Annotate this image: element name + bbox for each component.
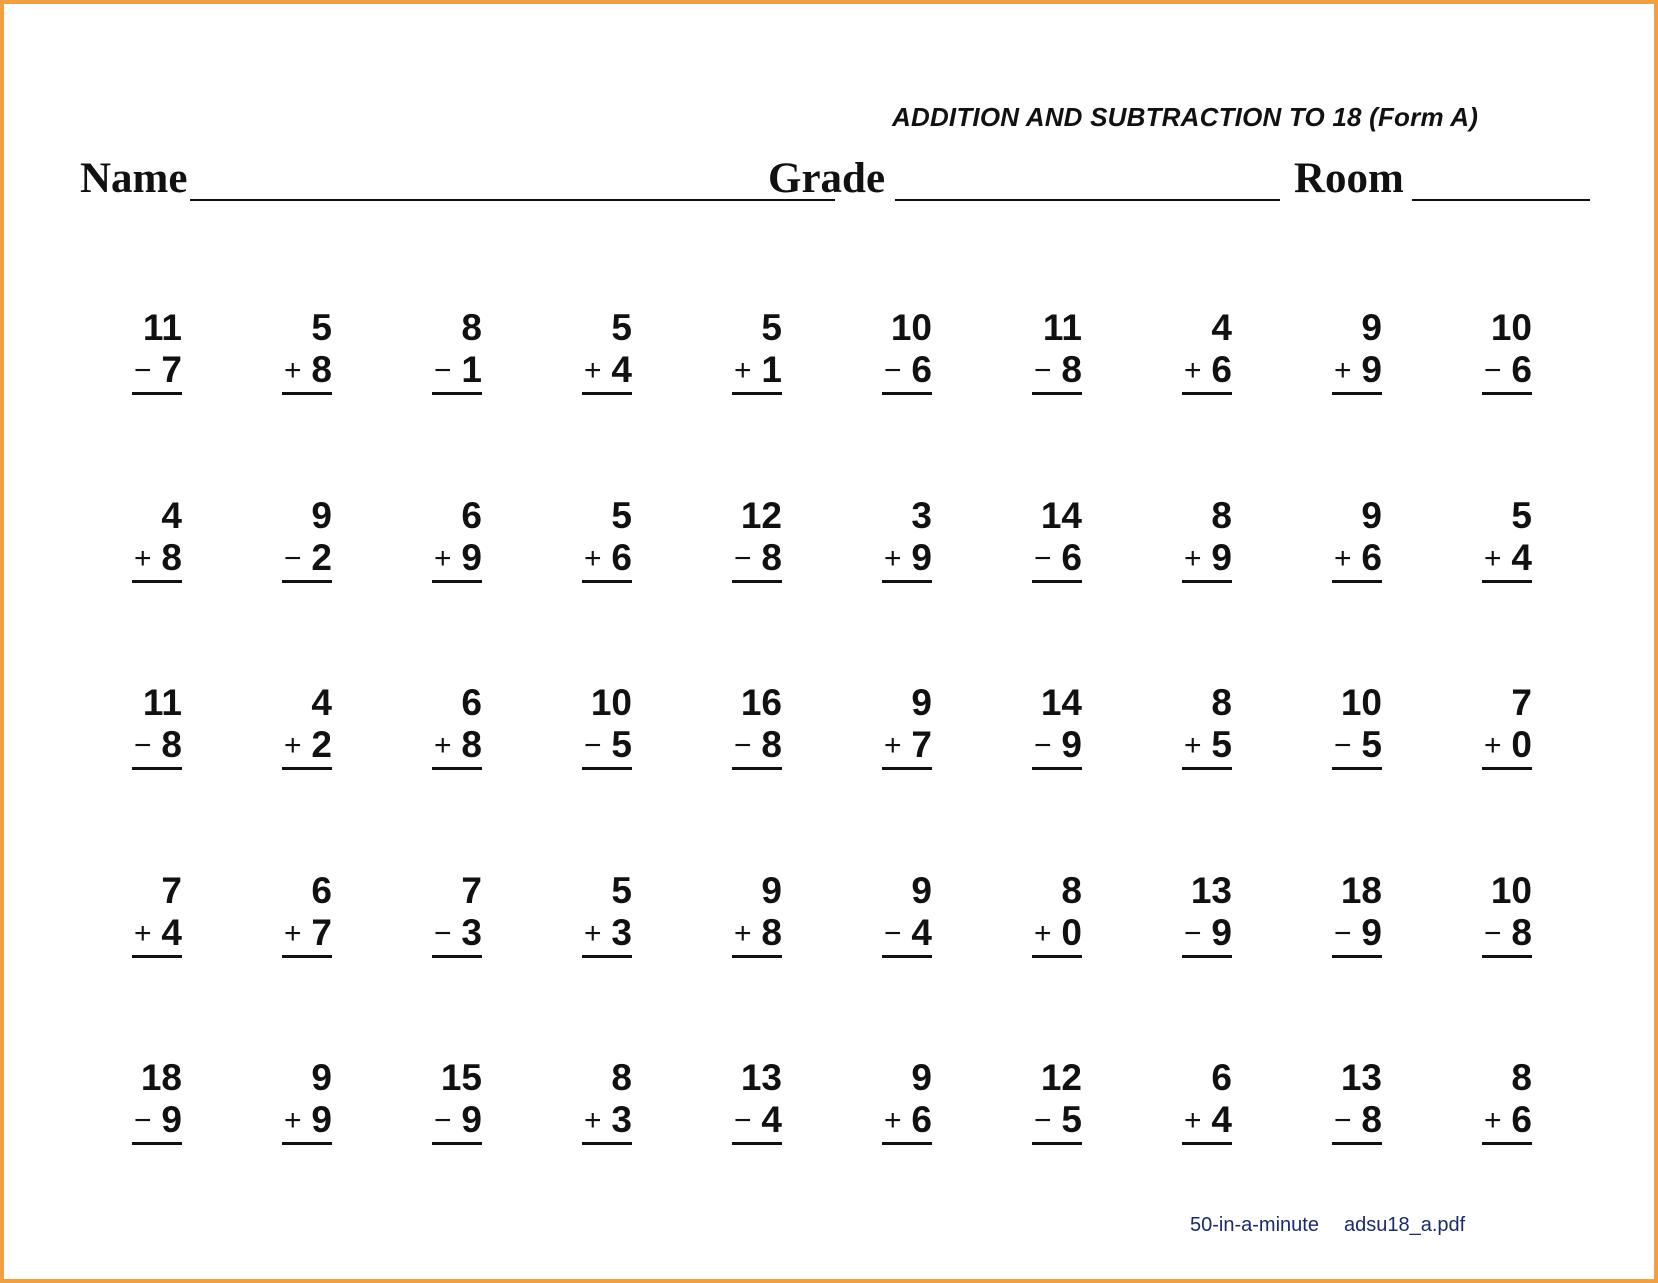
problem-item bbox=[1082, 681, 1232, 781]
problem-top-number: 8 bbox=[1211, 495, 1232, 536]
problem-operator: − bbox=[734, 729, 752, 762]
problem-bottom-number: 6 bbox=[1211, 349, 1232, 390]
problem-bottom-number: 6 bbox=[611, 537, 632, 578]
problem-bottom-number: 9 bbox=[1211, 537, 1232, 578]
problem-bottom-number: 4 bbox=[1211, 1099, 1232, 1140]
problem-item bbox=[332, 1056, 482, 1156]
problem-answer-line bbox=[1332, 911, 1382, 958]
problem-operator: − bbox=[1334, 917, 1352, 950]
grade-label: Grade bbox=[768, 155, 886, 202]
problem-operator: + bbox=[1184, 729, 1202, 762]
problem-answer-line bbox=[1482, 536, 1532, 583]
problem-item bbox=[1382, 494, 1532, 594]
problem-answer-line bbox=[1332, 723, 1382, 770]
problem-bottom-number: 6 bbox=[1511, 349, 1532, 390]
problem-operator: − bbox=[434, 917, 452, 950]
problem-answer-line bbox=[432, 911, 482, 958]
problem-item bbox=[482, 494, 632, 594]
problem-top-number: 9 bbox=[1361, 307, 1382, 348]
problem-answer-line bbox=[882, 348, 932, 395]
problem-answer-line bbox=[582, 348, 632, 395]
problem-top-number: 9 bbox=[311, 1057, 332, 1098]
problem-item bbox=[1382, 681, 1532, 781]
problem-operator: + bbox=[284, 917, 302, 950]
problem-operator: + bbox=[584, 354, 602, 387]
problem-bottom-number: 4 bbox=[161, 912, 182, 953]
problem-item bbox=[1082, 494, 1232, 594]
problem-operator: − bbox=[734, 542, 752, 575]
problem-bottom-number: 8 bbox=[311, 349, 332, 390]
problem-bottom-number: 9 bbox=[1361, 349, 1382, 390]
problem-bottom-number: 9 bbox=[911, 537, 932, 578]
problem-top-number: 18 bbox=[1340, 870, 1382, 911]
problem-top-number: 9 bbox=[911, 682, 932, 723]
problem-operator: + bbox=[884, 729, 902, 762]
problem-top-number: 16 bbox=[740, 682, 782, 723]
problem-item bbox=[632, 1056, 782, 1156]
problem-top-number: 8 bbox=[461, 307, 482, 348]
problem-item bbox=[782, 494, 932, 594]
problem-item bbox=[932, 494, 1082, 594]
problem-top-number: 6 bbox=[461, 682, 482, 723]
problem-answer-line bbox=[732, 1098, 782, 1145]
problem-bottom-number: 6 bbox=[1511, 1099, 1532, 1140]
problem-operator: − bbox=[434, 1104, 452, 1137]
problem-top-number: 14 bbox=[1040, 682, 1082, 723]
problem-top-number: 11 bbox=[1042, 307, 1082, 348]
problem-answer-line bbox=[1182, 911, 1232, 958]
problem-item bbox=[182, 681, 332, 781]
problem-answer-line bbox=[1032, 348, 1082, 395]
problem-bottom-number: 3 bbox=[611, 1099, 632, 1140]
problem-operator: − bbox=[134, 1104, 152, 1137]
problem-answer-line bbox=[582, 1098, 632, 1145]
problem-bottom-number: 8 bbox=[1361, 1099, 1382, 1140]
problem-operator: − bbox=[434, 354, 452, 387]
problem-top-number: 6 bbox=[1211, 1057, 1232, 1098]
problem-bottom-number: 8 bbox=[761, 912, 782, 953]
problem-top-number: 8 bbox=[1211, 682, 1232, 723]
problem-operator: + bbox=[1334, 542, 1352, 575]
problem-bottom-number: 5 bbox=[611, 724, 632, 765]
problem-top-number: 7 bbox=[461, 870, 482, 911]
problem-bottom-number: 8 bbox=[161, 537, 182, 578]
problem-top-number: 10 bbox=[1490, 307, 1532, 348]
problem-item bbox=[182, 869, 332, 969]
problem-item bbox=[332, 681, 482, 781]
problem-bottom-number: 4 bbox=[761, 1099, 782, 1140]
problem-top-number: 8 bbox=[1511, 1057, 1532, 1098]
problem-top-number: 11 bbox=[142, 307, 182, 348]
problem-answer-line bbox=[732, 536, 782, 583]
problem-top-number: 13 bbox=[740, 1057, 782, 1098]
problem-item bbox=[332, 306, 482, 406]
problem-item bbox=[32, 1056, 182, 1156]
footer-series-label: 50-in-a-minute bbox=[1190, 1214, 1319, 1236]
problem-item bbox=[632, 306, 782, 406]
problem-operator: + bbox=[1484, 1104, 1502, 1137]
problem-top-number: 10 bbox=[590, 682, 632, 723]
problem-item bbox=[932, 681, 1082, 781]
footer-filename: adsu18_a.pdf bbox=[1344, 1214, 1466, 1236]
problem-answer-line bbox=[1182, 536, 1232, 583]
problem-item bbox=[932, 869, 1082, 969]
problem-operator: + bbox=[284, 729, 302, 762]
room-label: Room bbox=[1294, 155, 1404, 202]
problem-item bbox=[482, 869, 632, 969]
problem-answer-line bbox=[882, 911, 932, 958]
problem-operator: − bbox=[1034, 354, 1052, 387]
problem-bottom-number: 7 bbox=[911, 724, 932, 765]
problem-operator: + bbox=[734, 354, 752, 387]
problem-bottom-number: 5 bbox=[1361, 724, 1382, 765]
problem-operator: − bbox=[134, 354, 152, 387]
problem-operator: − bbox=[584, 729, 602, 762]
problem-bottom-number: 9 bbox=[461, 1099, 482, 1140]
problem-item bbox=[332, 494, 482, 594]
problem-top-number: 5 bbox=[761, 307, 782, 348]
problem-bottom-number: 0 bbox=[1511, 724, 1532, 765]
problem-bottom-number: 6 bbox=[1061, 537, 1082, 578]
problem-top-number: 10 bbox=[1340, 682, 1382, 723]
problem-operator: + bbox=[1034, 917, 1052, 950]
problem-operator: + bbox=[1334, 354, 1352, 387]
problem-answer-line bbox=[1332, 536, 1382, 583]
problem-item bbox=[32, 494, 182, 594]
problem-operator: + bbox=[584, 1104, 602, 1137]
problem-answer-line bbox=[132, 536, 182, 583]
problem-item bbox=[182, 1056, 332, 1156]
problem-top-number: 11 bbox=[142, 682, 182, 723]
problem-top-number: 5 bbox=[611, 307, 632, 348]
problem-item bbox=[482, 306, 632, 406]
problem-operator: + bbox=[1484, 542, 1502, 575]
problem-operator: + bbox=[134, 542, 152, 575]
problem-top-number: 6 bbox=[461, 495, 482, 536]
problem-answer-line bbox=[1182, 1098, 1232, 1145]
problem-item bbox=[1232, 1056, 1382, 1156]
problem-bottom-number: 7 bbox=[311, 912, 332, 953]
problem-answer-line bbox=[732, 348, 782, 395]
problem-item bbox=[32, 681, 182, 781]
problem-item bbox=[1082, 1056, 1232, 1156]
problem-bottom-number: 5 bbox=[1211, 724, 1232, 765]
problem-operator: − bbox=[1034, 729, 1052, 762]
room-blank-line bbox=[1412, 199, 1590, 201]
problem-item bbox=[932, 1056, 1082, 1156]
problem-operator: − bbox=[134, 729, 152, 762]
problem-answer-line bbox=[432, 723, 482, 770]
problem-bottom-number: 7 bbox=[161, 349, 182, 390]
problem-operator: + bbox=[584, 917, 602, 950]
problem-bottom-number: 1 bbox=[761, 349, 782, 390]
problem-item bbox=[632, 494, 782, 594]
problem-operator: − bbox=[1034, 542, 1052, 575]
problem-bottom-number: 4 bbox=[611, 349, 632, 390]
problem-top-number: 12 bbox=[740, 495, 782, 536]
problem-item bbox=[32, 306, 182, 406]
problem-top-number: 5 bbox=[311, 307, 332, 348]
problem-answer-line bbox=[1332, 1098, 1382, 1145]
problem-bottom-number: 8 bbox=[461, 724, 482, 765]
problem-top-number: 14 bbox=[1040, 495, 1082, 536]
problem-bottom-number: 9 bbox=[461, 537, 482, 578]
problem-bottom-number: 8 bbox=[161, 724, 182, 765]
problem-item bbox=[1382, 869, 1532, 969]
problem-bottom-number: 9 bbox=[1061, 724, 1082, 765]
problem-top-number: 10 bbox=[1490, 870, 1532, 911]
problem-top-number: 6 bbox=[311, 870, 332, 911]
grade-blank-line bbox=[895, 199, 1280, 201]
problem-top-number: 3 bbox=[911, 495, 932, 536]
problem-operator: − bbox=[284, 542, 302, 575]
problem-answer-line bbox=[732, 723, 782, 770]
problem-top-number: 4 bbox=[1211, 307, 1232, 348]
problem-bottom-number: 8 bbox=[761, 724, 782, 765]
problem-bottom-number: 4 bbox=[911, 912, 932, 953]
problem-operator: + bbox=[1484, 729, 1502, 762]
problem-answer-line bbox=[1032, 1098, 1082, 1145]
problem-operator: + bbox=[1184, 354, 1202, 387]
problem-answer-line bbox=[282, 911, 332, 958]
problem-operator: + bbox=[1184, 542, 1202, 575]
problem-item bbox=[1232, 306, 1382, 406]
problem-answer-line bbox=[732, 911, 782, 958]
problem-operator: + bbox=[134, 917, 152, 950]
problem-operator: − bbox=[1484, 354, 1502, 387]
problem-item bbox=[632, 869, 782, 969]
problem-answer-line bbox=[1482, 348, 1532, 395]
problem-top-number: 9 bbox=[911, 1057, 932, 1098]
problem-top-number: 18 bbox=[140, 1057, 182, 1098]
problem-answer-line bbox=[282, 536, 332, 583]
problem-top-number: 10 bbox=[890, 307, 932, 348]
problem-item bbox=[332, 869, 482, 969]
problem-answer-line bbox=[582, 723, 632, 770]
problem-item bbox=[1232, 869, 1382, 969]
problem-answer-line bbox=[432, 348, 482, 395]
problem-operator: − bbox=[884, 354, 902, 387]
problem-answer-line bbox=[1482, 723, 1532, 770]
student-info-fields bbox=[80, 154, 1590, 214]
problem-top-number: 12 bbox=[1040, 1057, 1082, 1098]
problem-answer-line bbox=[1032, 911, 1082, 958]
problem-operator: + bbox=[884, 542, 902, 575]
problem-operator: + bbox=[884, 1104, 902, 1137]
problem-answer-line bbox=[132, 723, 182, 770]
problem-bottom-number: 8 bbox=[1511, 912, 1532, 953]
problem-bottom-number: 9 bbox=[311, 1099, 332, 1140]
problem-bottom-number: 5 bbox=[1061, 1099, 1082, 1140]
problem-item bbox=[932, 306, 1082, 406]
problem-answer-line bbox=[282, 1098, 332, 1145]
problem-bottom-number: 2 bbox=[311, 537, 332, 578]
name-blank-line bbox=[190, 199, 835, 201]
problem-operator: + bbox=[284, 354, 302, 387]
problem-answer-line bbox=[1182, 348, 1232, 395]
problem-top-number: 8 bbox=[611, 1057, 632, 1098]
problem-operator: + bbox=[284, 1104, 302, 1137]
problem-answer-line bbox=[882, 536, 932, 583]
problem-answer-line bbox=[582, 536, 632, 583]
problem-top-number: 7 bbox=[161, 870, 182, 911]
problem-bottom-number: 6 bbox=[1361, 537, 1382, 578]
problem-item bbox=[782, 306, 932, 406]
problem-bottom-number: 9 bbox=[1361, 912, 1382, 953]
problem-top-number: 4 bbox=[161, 495, 182, 536]
problem-answer-line bbox=[1032, 723, 1082, 770]
problem-item bbox=[182, 494, 332, 594]
problem-item bbox=[782, 1056, 932, 1156]
problem-top-number: 5 bbox=[611, 870, 632, 911]
problem-item bbox=[782, 869, 932, 969]
problem-answer-line bbox=[432, 1098, 482, 1145]
problem-item bbox=[482, 681, 632, 781]
problem-item bbox=[1082, 869, 1232, 969]
problem-item bbox=[1382, 306, 1532, 406]
problem-answer-line bbox=[882, 723, 932, 770]
problem-top-number: 7 bbox=[1511, 682, 1532, 723]
problem-item bbox=[1382, 1056, 1532, 1156]
problem-operator: − bbox=[1034, 1104, 1052, 1137]
problem-top-number: 15 bbox=[440, 1057, 482, 1098]
problem-bottom-number: 8 bbox=[761, 537, 782, 578]
problem-item bbox=[1232, 494, 1382, 594]
problem-item bbox=[1082, 306, 1232, 406]
problem-bottom-number: 0 bbox=[1061, 912, 1082, 953]
problem-operator: + bbox=[584, 542, 602, 575]
problem-top-number: 9 bbox=[761, 870, 782, 911]
problem-answer-line bbox=[132, 1098, 182, 1145]
problem-top-number: 13 bbox=[1190, 870, 1232, 911]
problem-bottom-number: 3 bbox=[461, 912, 482, 953]
name-label: Name bbox=[80, 155, 188, 202]
problem-bottom-number: 8 bbox=[1061, 349, 1082, 390]
problem-answer-line bbox=[282, 723, 332, 770]
problem-answer-line bbox=[132, 911, 182, 958]
problem-answer-line bbox=[1182, 723, 1232, 770]
problem-operator: − bbox=[1334, 1104, 1352, 1137]
problem-item bbox=[1232, 681, 1382, 781]
problem-answer-line bbox=[1032, 536, 1082, 583]
problem-answer-line bbox=[882, 1098, 932, 1145]
problem-bottom-number: 9 bbox=[161, 1099, 182, 1140]
problem-operator: + bbox=[434, 542, 452, 575]
problem-top-number: 9 bbox=[1361, 495, 1382, 536]
worksheet-title: ADDITION AND SUBTRACTION TO 18 (Form A) bbox=[892, 102, 1479, 132]
problem-top-number: 8 bbox=[1061, 870, 1082, 911]
problem-item bbox=[782, 681, 932, 781]
problem-item bbox=[32, 869, 182, 969]
problem-top-number: 4 bbox=[311, 682, 332, 723]
problem-operator: − bbox=[1484, 917, 1502, 950]
problem-operator: − bbox=[1334, 729, 1352, 762]
problem-answer-line bbox=[1332, 348, 1382, 395]
problem-operator: + bbox=[1184, 1104, 1202, 1137]
problem-answer-line bbox=[1482, 911, 1532, 958]
problem-bottom-number: 1 bbox=[461, 349, 482, 390]
problem-operator: − bbox=[1184, 917, 1202, 950]
problem-answer-line bbox=[432, 536, 482, 583]
problem-top-number: 5 bbox=[1511, 495, 1532, 536]
problem-bottom-number: 6 bbox=[911, 349, 932, 390]
problem-answer-line bbox=[1482, 1098, 1532, 1145]
problem-bottom-number: 9 bbox=[1211, 912, 1232, 953]
problem-top-number: 13 bbox=[1340, 1057, 1382, 1098]
problem-bottom-number: 4 bbox=[1511, 537, 1532, 578]
problem-bottom-number: 6 bbox=[911, 1099, 932, 1140]
problem-operator: − bbox=[734, 1104, 752, 1137]
problem-operator: + bbox=[434, 729, 452, 762]
problem-answer-line bbox=[582, 911, 632, 958]
problem-bottom-number: 2 bbox=[311, 724, 332, 765]
problem-item bbox=[482, 1056, 632, 1156]
problem-top-number: 9 bbox=[911, 870, 932, 911]
problem-operator: − bbox=[884, 917, 902, 950]
problem-top-number: 5 bbox=[611, 495, 632, 536]
problem-bottom-number: 3 bbox=[611, 912, 632, 953]
problem-item bbox=[632, 681, 782, 781]
problem-operator: + bbox=[734, 917, 752, 950]
problem-top-number: 9 bbox=[311, 495, 332, 536]
problem-answer-line bbox=[282, 348, 332, 395]
problem-answer-line bbox=[132, 348, 182, 395]
problem-item bbox=[182, 306, 332, 406]
